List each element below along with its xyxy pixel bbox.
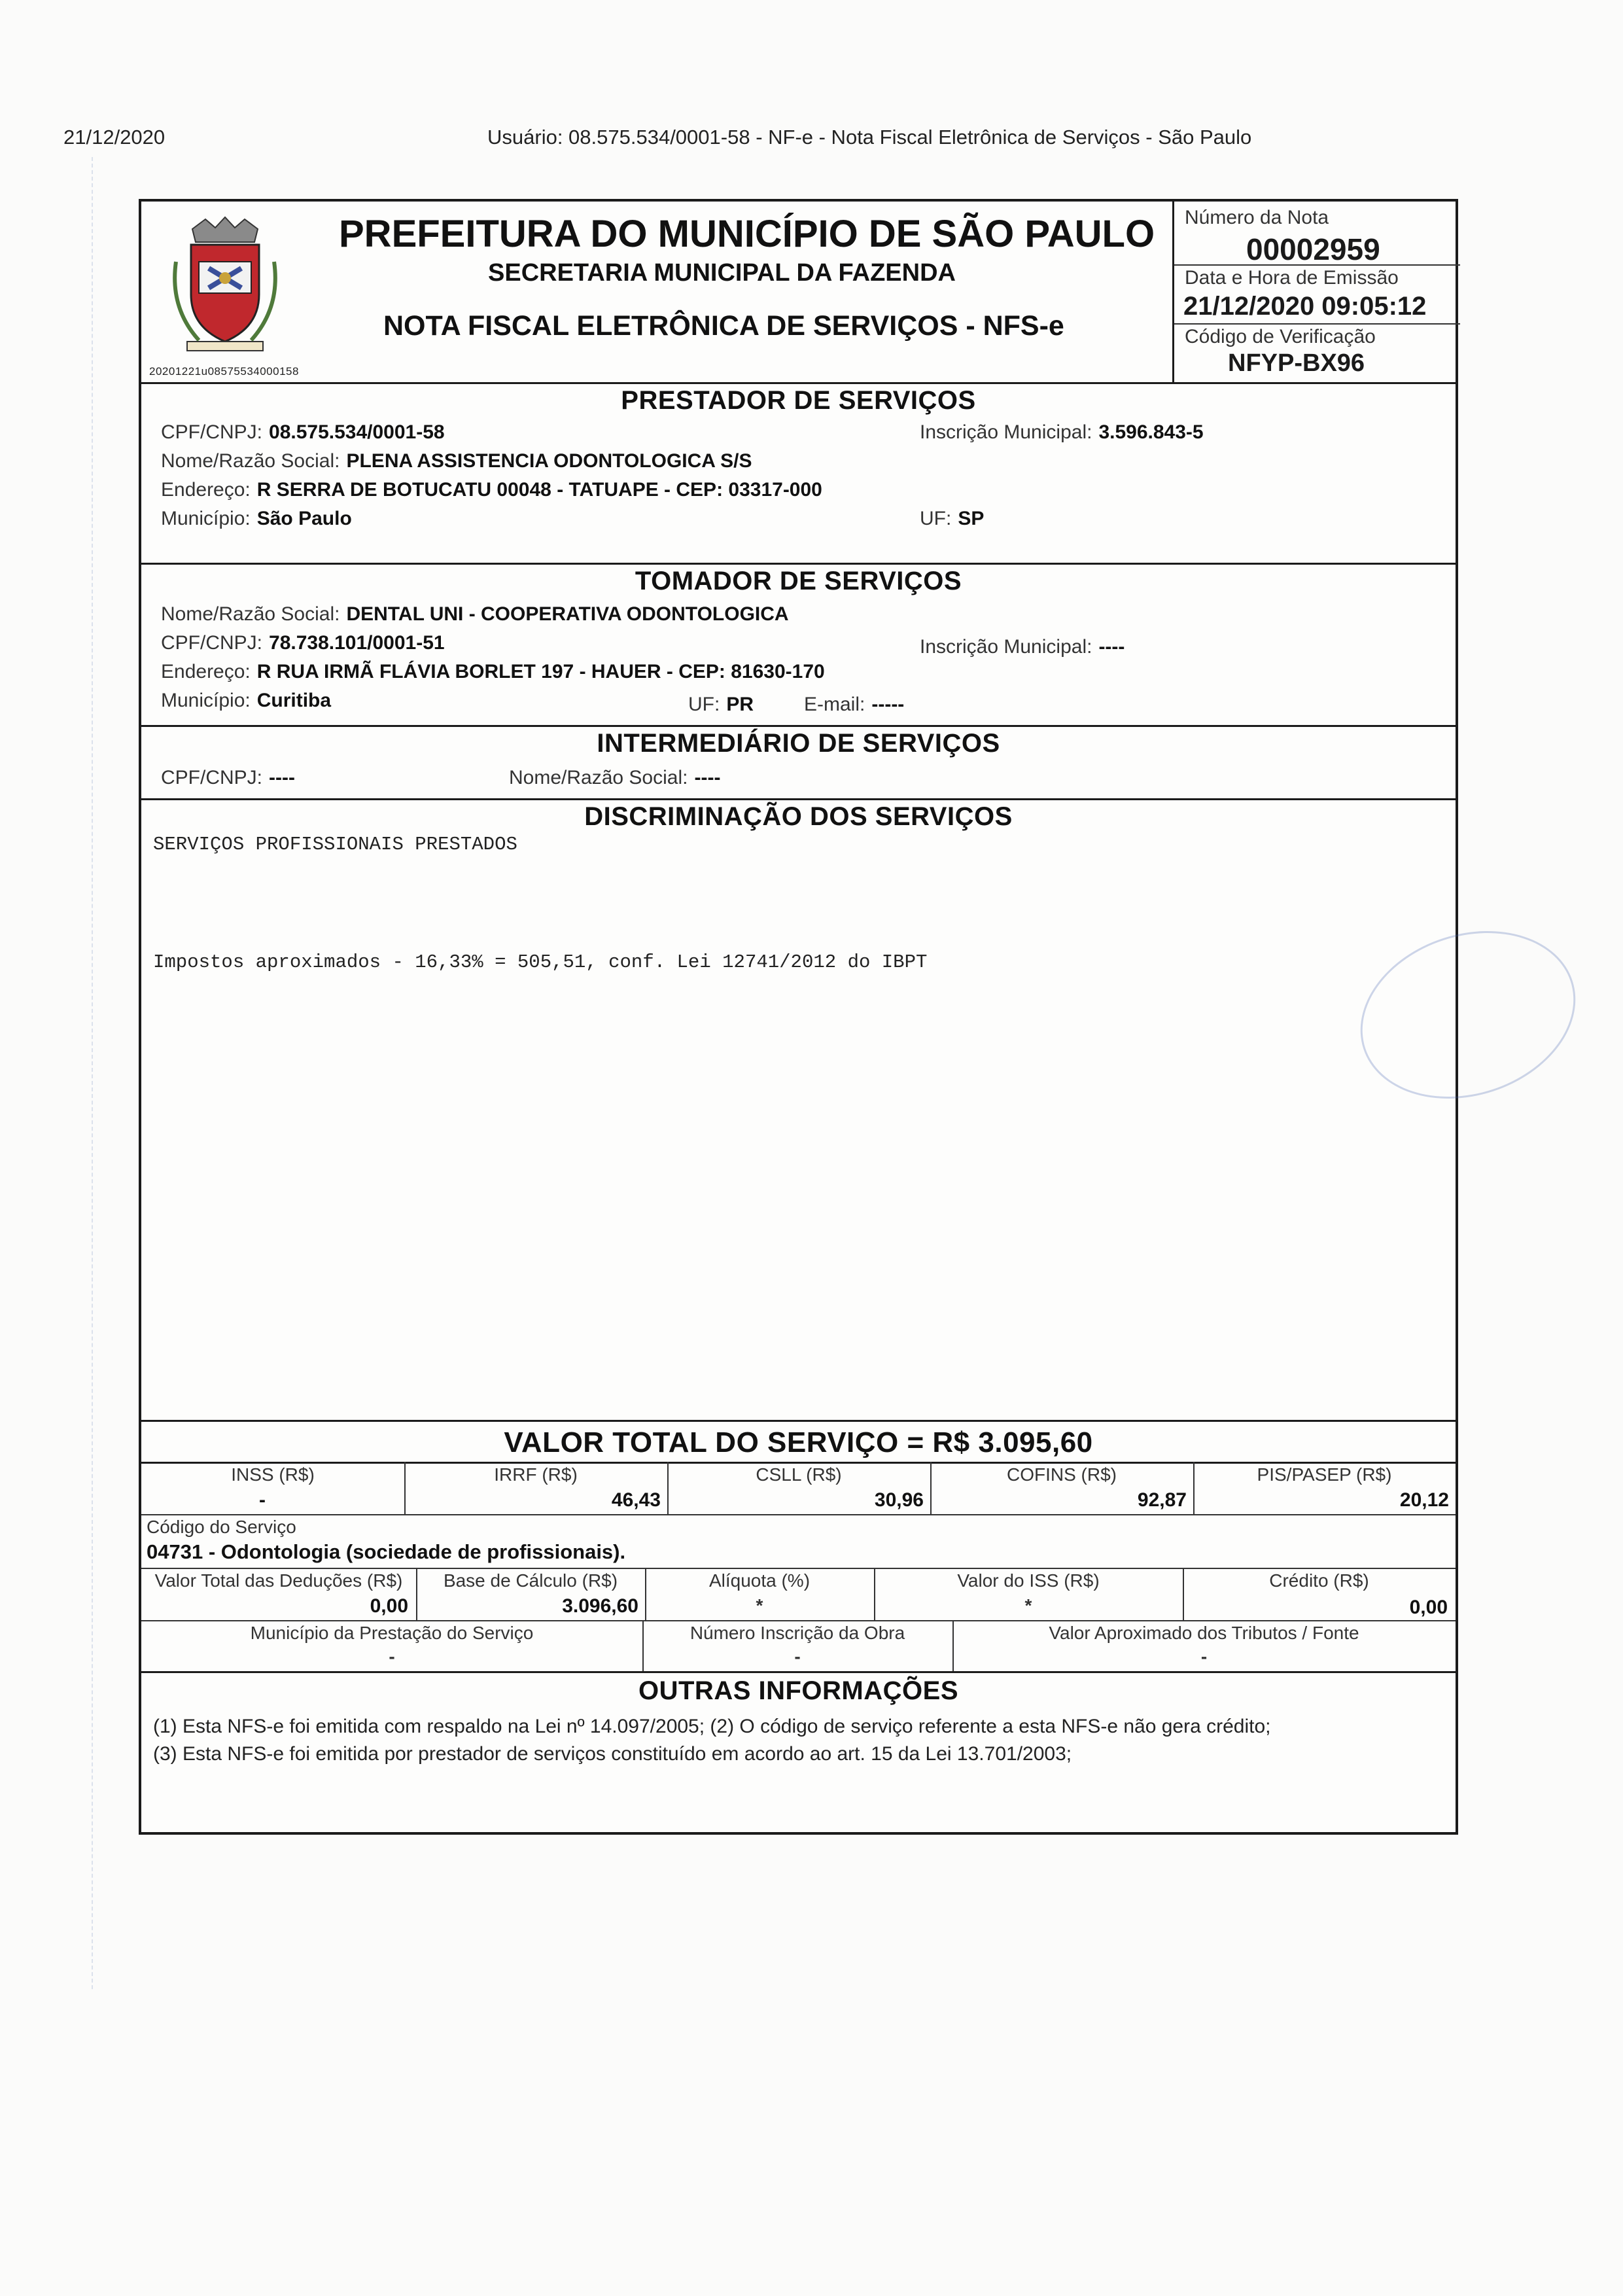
codigo-verificacao-value: NFYP-BX96 xyxy=(1228,349,1365,377)
deducoes-value: 0,00 xyxy=(370,1595,408,1617)
tomador-cpf-value: 78.738.101/0001-51 xyxy=(269,632,445,654)
prestador-endereco-row: Endereço: R SERRA DE BOTUCATU 00048 - TATUAPE - CEP: 03317-000 xyxy=(161,479,822,501)
inscricao-obra-label: Número Inscrição da Obra xyxy=(689,1623,905,1643)
inss-value: - xyxy=(259,1489,266,1511)
tomador-uf-row: UF: PR xyxy=(688,694,754,715)
inscricao-obra-value: - xyxy=(794,1646,801,1667)
print-date: 21/12/2020 xyxy=(63,126,166,149)
valor-iss-value: * xyxy=(1024,1595,1032,1616)
intermediario-cpf-row: CPF/CNPJ: ---- xyxy=(161,767,295,788)
codigo-verificacao-label: Código de Verificação xyxy=(1185,326,1376,347)
aliquota-value: * xyxy=(756,1595,763,1616)
prestador-nome-value: PLENA ASSISTENCIA ODONTOLOGICA S/S xyxy=(346,450,752,472)
outras-line-2: (3) Esta NFS-e foi emitida por prestador de serviços constituído em acordo ao art. 15 da Lei 13.701/2003; xyxy=(153,1743,1072,1765)
prestador-uf-value: SP xyxy=(958,508,985,529)
barcode-text: 20201221u08575534000158 xyxy=(149,365,299,378)
prestador-title: PRESTADOR DE SERVIÇOS xyxy=(621,386,976,415)
tomador-municipio-row: Município: Curitiba xyxy=(161,690,332,711)
credito-value: 0,00 xyxy=(1409,1597,1448,1618)
intermediario-title: INTERMEDIÁRIO DE SERVIÇOS xyxy=(597,729,1000,758)
prestador-municipio-row: Município: São Paulo xyxy=(161,508,352,529)
tomador-im-row: Inscrição Municipal: ---- xyxy=(920,636,1125,658)
header-doc-type: NOTA FISCAL ELETRÔNICA DE SERVIÇOS - NFS-e xyxy=(383,310,1064,342)
tomador-uf-value: PR xyxy=(726,694,754,715)
outras-line-1: (1) Esta NFS-e foi emitida com respaldo na Lei nº 14.097/2005; (2) O código de serviço referente a esta NFS-e não gera crédito; xyxy=(153,1716,1271,1737)
tomador-municipio-value: Curitiba xyxy=(256,690,332,711)
inss-label: INSS (R$) xyxy=(231,1464,315,1485)
intermediario-nome-value: ---- xyxy=(694,767,721,788)
irrf-label: IRRF (R$) xyxy=(494,1464,578,1485)
print-user-info: Usuário: 08.575.534/0001-58 - NF-e - Nota Fiscal Eletrônica de Serviços - São Paulo xyxy=(487,126,1252,149)
data-emissao-value: 21/12/2020 09:05:12 xyxy=(1183,292,1427,321)
csll-label: CSLL (R$) xyxy=(756,1464,842,1485)
csll-value: 30,96 xyxy=(874,1489,924,1511)
cofins-value: 92,87 xyxy=(1137,1489,1187,1511)
prestador-cpf-row: CPF/CNPJ: 08.575.534/0001-58 xyxy=(161,421,445,443)
coat-of-arms-logo xyxy=(173,216,277,353)
pis-pasep-label: PIS/PASEP (R$) xyxy=(1257,1464,1392,1485)
tomador-endereco-row: Endereço: R RUA IRMÃ FLÁVIA BORLET 197 - HAUER - CEP: 81630-170 xyxy=(161,661,825,682)
outras-informacoes-title: OUTRAS INFORMAÇÕES xyxy=(638,1676,958,1705)
prestador-uf-row: UF: SP xyxy=(920,508,985,529)
numero-value: 00002959 xyxy=(1246,232,1380,266)
tributos-fonte-value: - xyxy=(1200,1646,1208,1667)
data-emissao-label: Data e Hora de Emissão xyxy=(1185,267,1399,289)
calculo-row xyxy=(141,1568,1456,1621)
tomador-email-value: ----- xyxy=(871,694,905,715)
base-calculo-label: Base de Cálculo (R$) xyxy=(443,1570,618,1591)
credito-label: Crédito (R$) xyxy=(1269,1570,1369,1591)
tomador-nome-row: Nome/Razão Social: DENTAL UNI - COOPERATIVA ODONTOLOGICA xyxy=(161,603,789,625)
municipio-prestacao-label: Município da Prestação do Serviço xyxy=(250,1623,534,1643)
prestador-cpf-value: 08.575.534/0001-58 xyxy=(269,421,445,443)
codigo-servico-label: Código do Serviço xyxy=(147,1517,296,1537)
prestador-im-value: 3.596.843-5 xyxy=(1098,421,1204,443)
tomador-email-row: E-mail: ----- xyxy=(804,694,905,715)
numero-label: Número da Nota xyxy=(1185,207,1329,228)
cofins-label: COFINS (R$) xyxy=(1007,1464,1117,1485)
prestacao-row xyxy=(141,1620,1456,1672)
irrf-value: 46,43 xyxy=(611,1489,661,1511)
intermediario-nome-row: Nome/Razão Social: ---- xyxy=(509,767,721,788)
stamp-mark xyxy=(1338,904,1597,1125)
prestador-endereco-value: R SERRA DE BOTUCATU 00048 - TATUAPE - CEP: 03317-000 xyxy=(256,479,822,501)
pis-pasep-value: 20,12 xyxy=(1399,1489,1449,1511)
tributos-fonte-label: Valor Aproximado dos Tributos / Fonte xyxy=(1049,1623,1359,1643)
tomador-title: TOMADOR DE SERVIÇOS xyxy=(635,567,962,595)
tomador-endereco-value: R RUA IRMÃ FLÁVIA BORLET 197 - HAUER - CEP: 81630-170 xyxy=(256,661,825,682)
nfse-document xyxy=(139,199,1458,1835)
header-subtitle: SECRETARIA MUNICIPAL DA FAZENDA xyxy=(488,259,956,287)
discriminacao-title: DISCRIMINAÇÃO DOS SERVIÇOS xyxy=(584,802,1013,831)
aliquota-label: Alíquota (%) xyxy=(708,1570,811,1591)
codigo-servico-value: 04731 - Odontologia (sociedade de profissionais). xyxy=(147,1540,626,1563)
prestador-nome-row: Nome/Razão Social: PLENA ASSISTENCIA ODONTOLOGICA S/S xyxy=(161,450,752,472)
prestador-municipio-value: São Paulo xyxy=(256,508,352,529)
bleed-through-background xyxy=(39,157,93,1989)
discriminacao-line-2: Impostos aproximados - 16,33% = 505,51, conf. Lei 12741/2012 do IBPT xyxy=(153,951,928,973)
discriminacao-line-1: SERVIÇOS PROFISSIONAIS PRESTADOS xyxy=(153,834,517,855)
prestador-im-row: Inscrição Municipal: 3.596.843-5 xyxy=(920,421,1204,443)
base-calculo-value: 3.096,60 xyxy=(562,1595,638,1617)
nota-info-box xyxy=(1172,202,1460,382)
valor-total-servico: VALOR TOTAL DO SERVIÇO = R$ 3.095,60 xyxy=(504,1426,1093,1458)
tomador-im-value: ---- xyxy=(1098,636,1125,658)
intermediario-cpf-value: ---- xyxy=(269,767,295,788)
valor-iss-label: Valor do ISS (R$) xyxy=(957,1570,1100,1591)
deducoes-label: Valor Total das Deduções (R$) xyxy=(154,1570,403,1591)
municipio-prestacao-value: - xyxy=(389,1646,395,1667)
tomador-cpf-row: CPF/CNPJ: 78.738.101/0001-51 xyxy=(161,632,445,654)
header-title: PREFEITURA DO MUNICÍPIO DE SÃO PAULO xyxy=(339,213,1155,255)
tributos-row xyxy=(141,1462,1456,1514)
tomador-nome-value: DENTAL UNI - COOPERATIVA ODONTOLOGICA xyxy=(346,603,789,625)
